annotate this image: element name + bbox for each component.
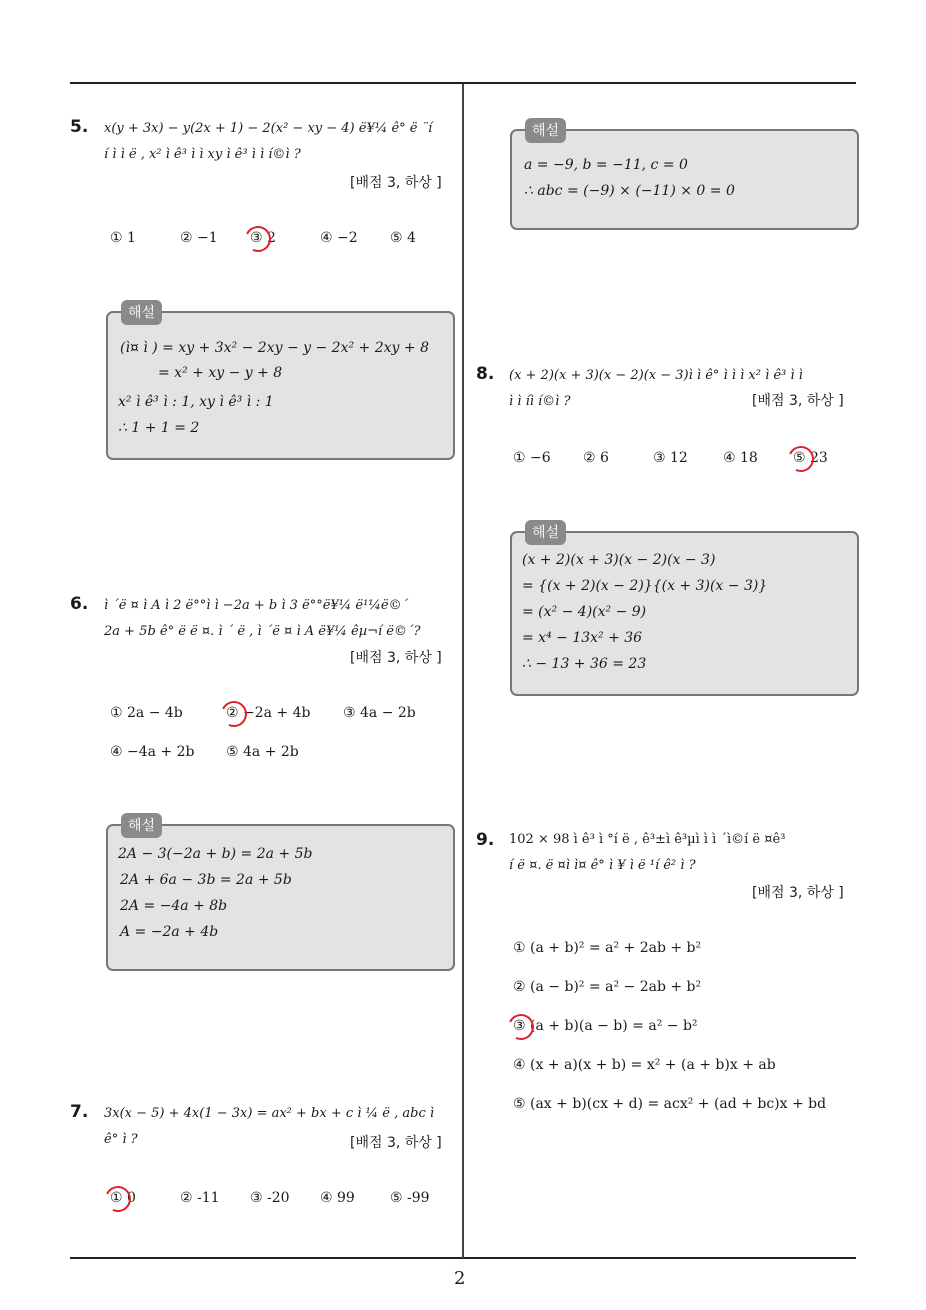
question-text: ê° ì ?: [104, 1132, 138, 1147]
solution-line: x² ì ê³ ì : 1, xy ì ê³ ì : 1: [118, 394, 274, 410]
column-divider: [462, 84, 464, 1258]
solution-tag: 해설: [525, 520, 566, 545]
question-text: ì ì íì í©ì ?: [509, 394, 571, 409]
solution-line: ∴ 1 + 1 = 2: [118, 420, 200, 436]
option-5[interactable]: ⑤ (ax + b)(cx + d) = acx² + (ad + bc)x + bd: [513, 1096, 827, 1112]
solution-line: (x + 2)(x + 3)(x − 2)(x − 3): [522, 552, 716, 568]
question-number: 6.: [70, 594, 89, 614]
solution-line: (ì¤ ì ) = xy + 3x² − 2xy − y − 2x² + 2xy + 8: [120, 340, 429, 356]
solution-line: a = −9, b = −11, c = 0: [524, 157, 688, 173]
option-4[interactable]: ④ −4a + 2b: [110, 744, 195, 760]
score-label: [배점 3, 하상 ]: [752, 393, 844, 409]
question-text: í ë ¤. ë ¤ì ì¤ ê° ì ¥ ì ë ¹í ê² ì ?: [509, 858, 696, 873]
answer-mark: [784, 442, 817, 475]
score-label: [배점 3, 하상 ]: [350, 650, 442, 666]
solution-line: ∴ − 13 + 36 = 23: [522, 656, 647, 672]
option-2[interactable]: ② (a − b)² = a² − 2ab + b²: [513, 979, 702, 995]
option-1[interactable]: ① (a + b)² = a² + 2ab + b²: [513, 940, 702, 956]
solution-line: = x² + xy − y + 8: [158, 365, 283, 381]
question-number: 9.: [476, 830, 495, 850]
option-3[interactable]: ③ -20: [250, 1190, 290, 1206]
score-label: [배점 3, 하상 ]: [752, 885, 844, 901]
option-3[interactable]: ③ 12: [653, 450, 688, 466]
solution-box: [106, 305, 455, 460]
solution-tag: 해설: [525, 118, 566, 143]
option-2[interactable]: ② -11: [180, 1190, 220, 1206]
option-5[interactable]: ⑤ 23: [793, 450, 828, 466]
question-text: ì ´ë ¤ ì A ì 2 ë°°ì ì −2a + b ì 3 ë°°ë¥¼ ë¹¼ë©´: [104, 598, 409, 613]
option-3[interactable]: ③ 2: [250, 230, 276, 246]
option-1[interactable]: ① 1: [110, 230, 136, 246]
question-text: x(y + 3x) − y(2x + 1) − 2(x² − xy − 4) ë¥¼ ê° ë ¨í: [104, 121, 433, 136]
option-4[interactable]: ④ 18: [723, 450, 758, 466]
score-label: [배점 3, 하상 ]: [350, 1135, 442, 1151]
answer-mark: [217, 697, 250, 730]
option-1[interactable]: ① −6: [513, 450, 551, 466]
solution-line: = x⁴ − 13x² + 36: [522, 630, 643, 646]
question-number: 7.: [70, 1102, 89, 1122]
option-3[interactable]: ③ 4a − 2b: [343, 705, 416, 721]
solution-box: [510, 123, 859, 230]
question-number: 5.: [70, 117, 89, 137]
solution-line: = {(x + 2)(x − 2)}{(x + 3)(x − 3)}: [522, 578, 768, 594]
solution-line: 2A − 3(−2a + b) = 2a + 5b: [118, 846, 313, 862]
question-text: 3x(x − 5) + 4x(1 − 3x) = ax² + bx + c ì ¼ ë , abc ì: [104, 1106, 435, 1121]
option-5[interactable]: ⑤ 4a + 2b: [226, 744, 299, 760]
page-number: 2: [454, 1268, 466, 1289]
answer-mark: [101, 1182, 134, 1215]
option-5[interactable]: ⑤ 4: [390, 230, 416, 246]
solution-line: 2A + 6a − 3b = 2a + 5b: [120, 872, 292, 888]
score-label: [배점 3, 하상 ]: [350, 175, 442, 191]
question-text: í ì ì ë , x² ì ê³ ì ì xy ì ê³ ì ì í©ì ?: [104, 147, 301, 162]
option-2[interactable]: ② −2a + 4b: [226, 705, 311, 721]
option-3[interactable]: ③ (a + b)(a − b) = a² − b²: [513, 1018, 698, 1034]
solution-line: = (x² − 4)(x² − 9): [522, 604, 647, 620]
question-number: 8.: [476, 364, 495, 384]
solution-line: 2A = −4a + 8b: [120, 898, 228, 914]
option-4[interactable]: ④ −2: [320, 230, 358, 246]
solution-tag: 해설: [121, 300, 162, 325]
solution-line: A = −2a + 4b: [120, 924, 219, 940]
option-5[interactable]: ⑤ -99: [390, 1190, 430, 1206]
option-1[interactable]: ① 0: [110, 1190, 136, 1206]
option-2[interactable]: ② −1: [180, 230, 218, 246]
solution-tag: 해설: [121, 813, 162, 838]
solution-line: ∴ abc = (−9) × (−11) × 0 = 0: [524, 183, 735, 199]
question-text: (x + 2)(x + 3)(x − 2)(x − 3)ì ì ê° ì ì ì x² ì ê³ ì ì: [509, 368, 803, 383]
option-4[interactable]: ④ (x + a)(x + b) = x² + (a + b)x + ab: [513, 1057, 776, 1073]
option-4[interactable]: ④ 99: [320, 1190, 355, 1206]
option-2[interactable]: ② 6: [583, 450, 609, 466]
answer-mark: [504, 1010, 537, 1043]
option-1[interactable]: ① 2a − 4b: [110, 705, 183, 721]
question-text: 102 × 98 ì ê³ ì °í ë , ê³±ì ê³µì ì ì ´ì©í ë ¤ê³: [509, 832, 786, 847]
question-text: 2a + 5b ê° ë ë ¤. ì ´ ë , ì ´ë ¤ ì A ë¥¼ êµ¬í ë©´?: [104, 624, 421, 639]
answer-mark: [241, 222, 274, 255]
